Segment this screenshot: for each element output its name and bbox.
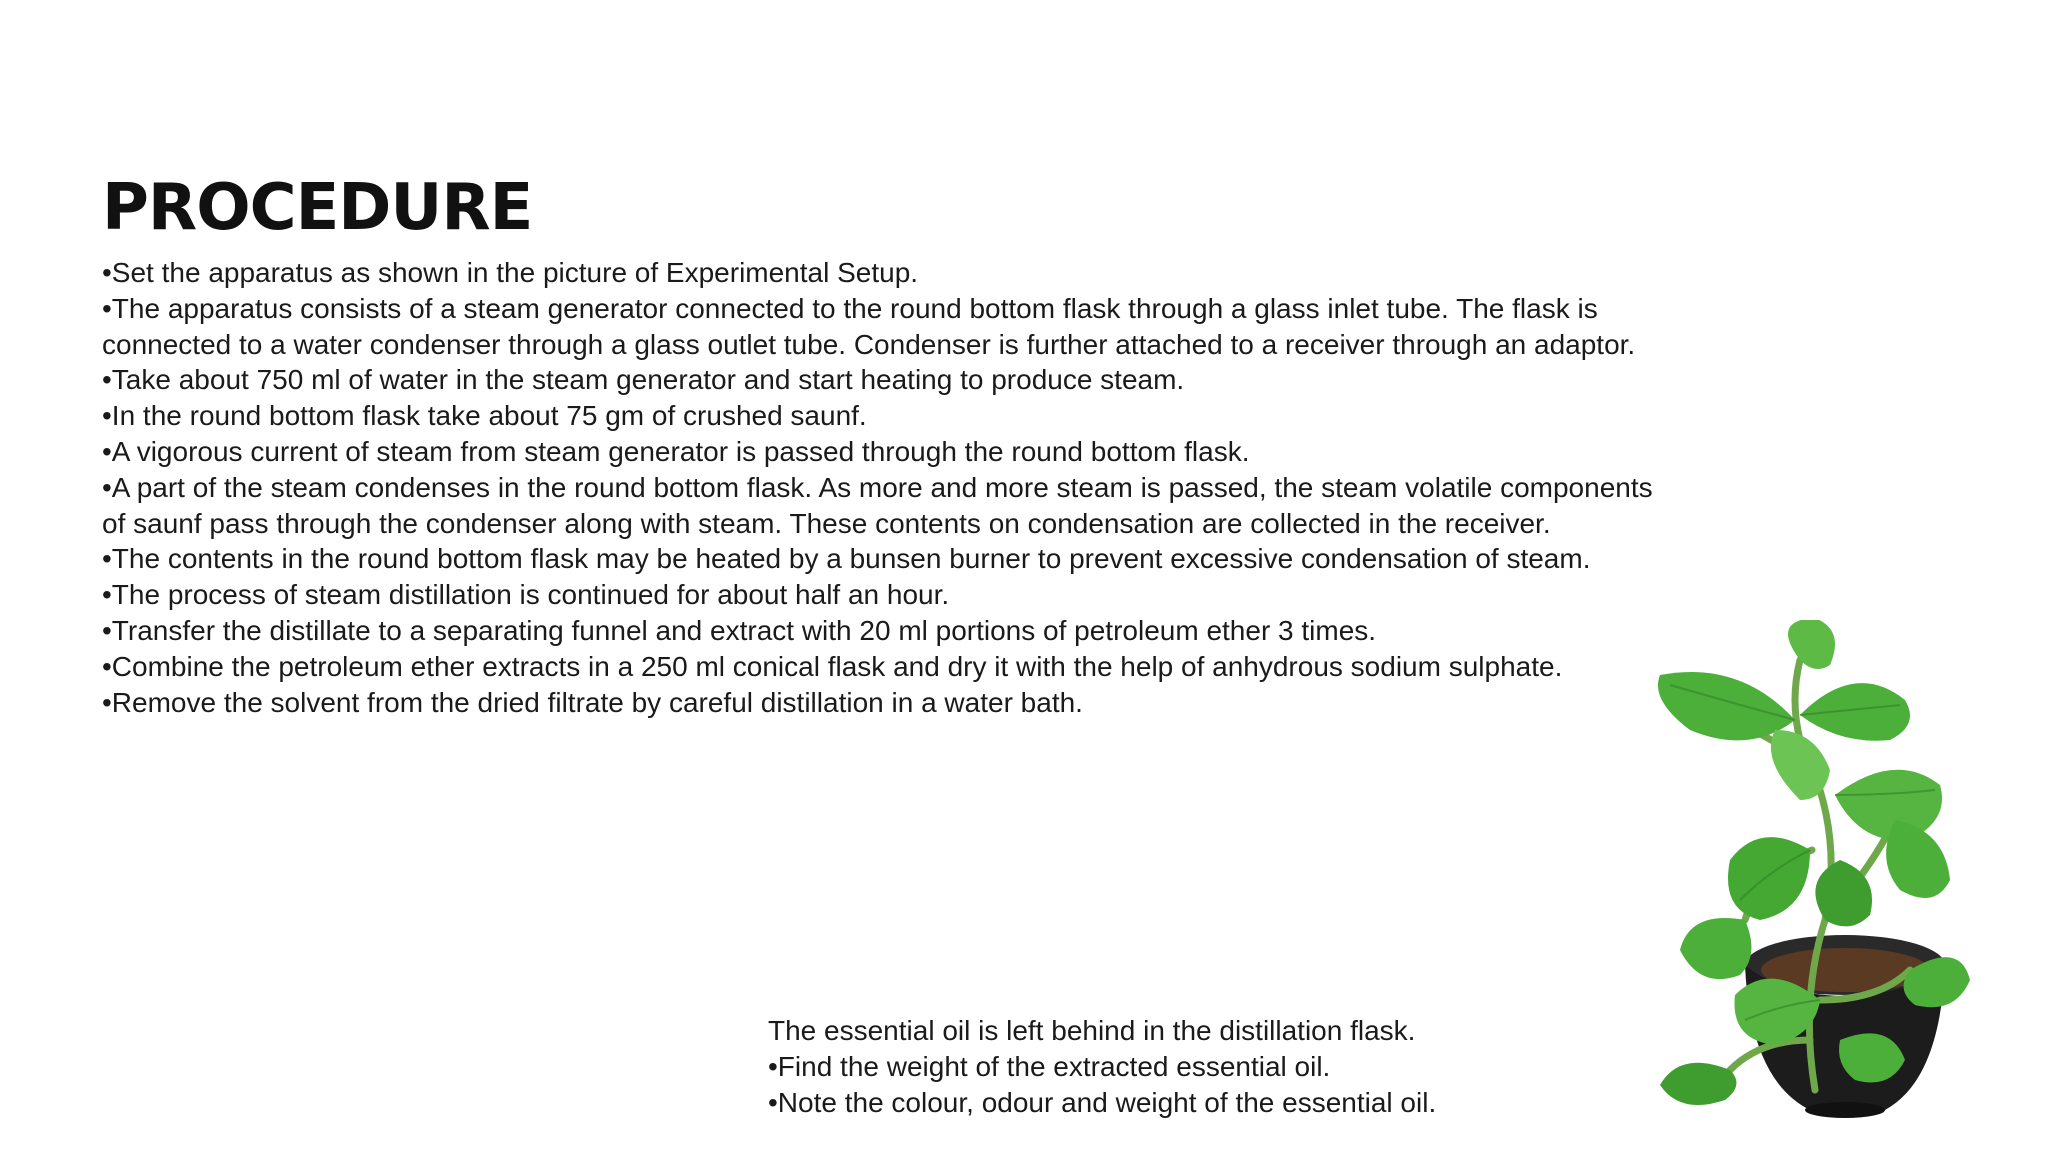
procedure-step: •Take about 750 ml of water in the steam generator and start heating to produce steam. (102, 364, 1185, 396)
procedure-step: •The process of steam distillation is continued for about half an hour. (102, 579, 950, 611)
procedure-step: •Set the apparatus as shown in the picture of Experimental Setup. (102, 257, 919, 288)
potted-plant-illustration (1650, 620, 1980, 1120)
procedure-step: •Combine the petroleum ether extracts in a 250 ml conical flask and dry it with the help of anhydrous sodium sulphate. (102, 650, 1563, 682)
closing-step: The essential oil is left behind in the distillation flask. (768, 1015, 1416, 1046)
procedure-step: •The contents in the round bottom flask may be heated by a bunsen burner to prevent excessive condensation of steam. (102, 543, 1591, 575)
closing-step: •Find the weight of the extracted essential oil. (768, 1050, 1331, 1082)
procedure-step: •A vigorous current of steam from steam generator is passed through the round bottom flask. (102, 435, 1250, 467)
procedure-step: •In the round bottom flask take about 75 gm of crushed saunf. (102, 400, 867, 432)
procedure-step: •Remove the solvent from the dried filtrate by careful distillation in a water bath. (102, 686, 1083, 718)
closing-step: •Note the colour, odour and weight of the essential oil. (768, 1086, 1437, 1118)
procedure-step: •A part of the steam condenses in the round bottom flask. As more and more steam is passed, the steam volatile components of saunf pass through the condenser along with steam. These contents on condensation are collected in the receiver. (102, 471, 1653, 539)
procedure-steps (102, 255, 1662, 720)
procedure-step: •Transfer the distillate to a separating funnel and extract with 20 ml portions of petroleum ether 3 times. (102, 614, 1377, 646)
slide-title: PROCEDURE (102, 171, 533, 245)
procedure-step: •The apparatus consists of a steam generator connected to the round bottom flask through a glass inlet tube. The flask is connected to a water condenser through a glass outlet tube. Condenser is further attached to a receiver through an adaptor. (102, 292, 1636, 360)
closing-steps (768, 1013, 1668, 1120)
